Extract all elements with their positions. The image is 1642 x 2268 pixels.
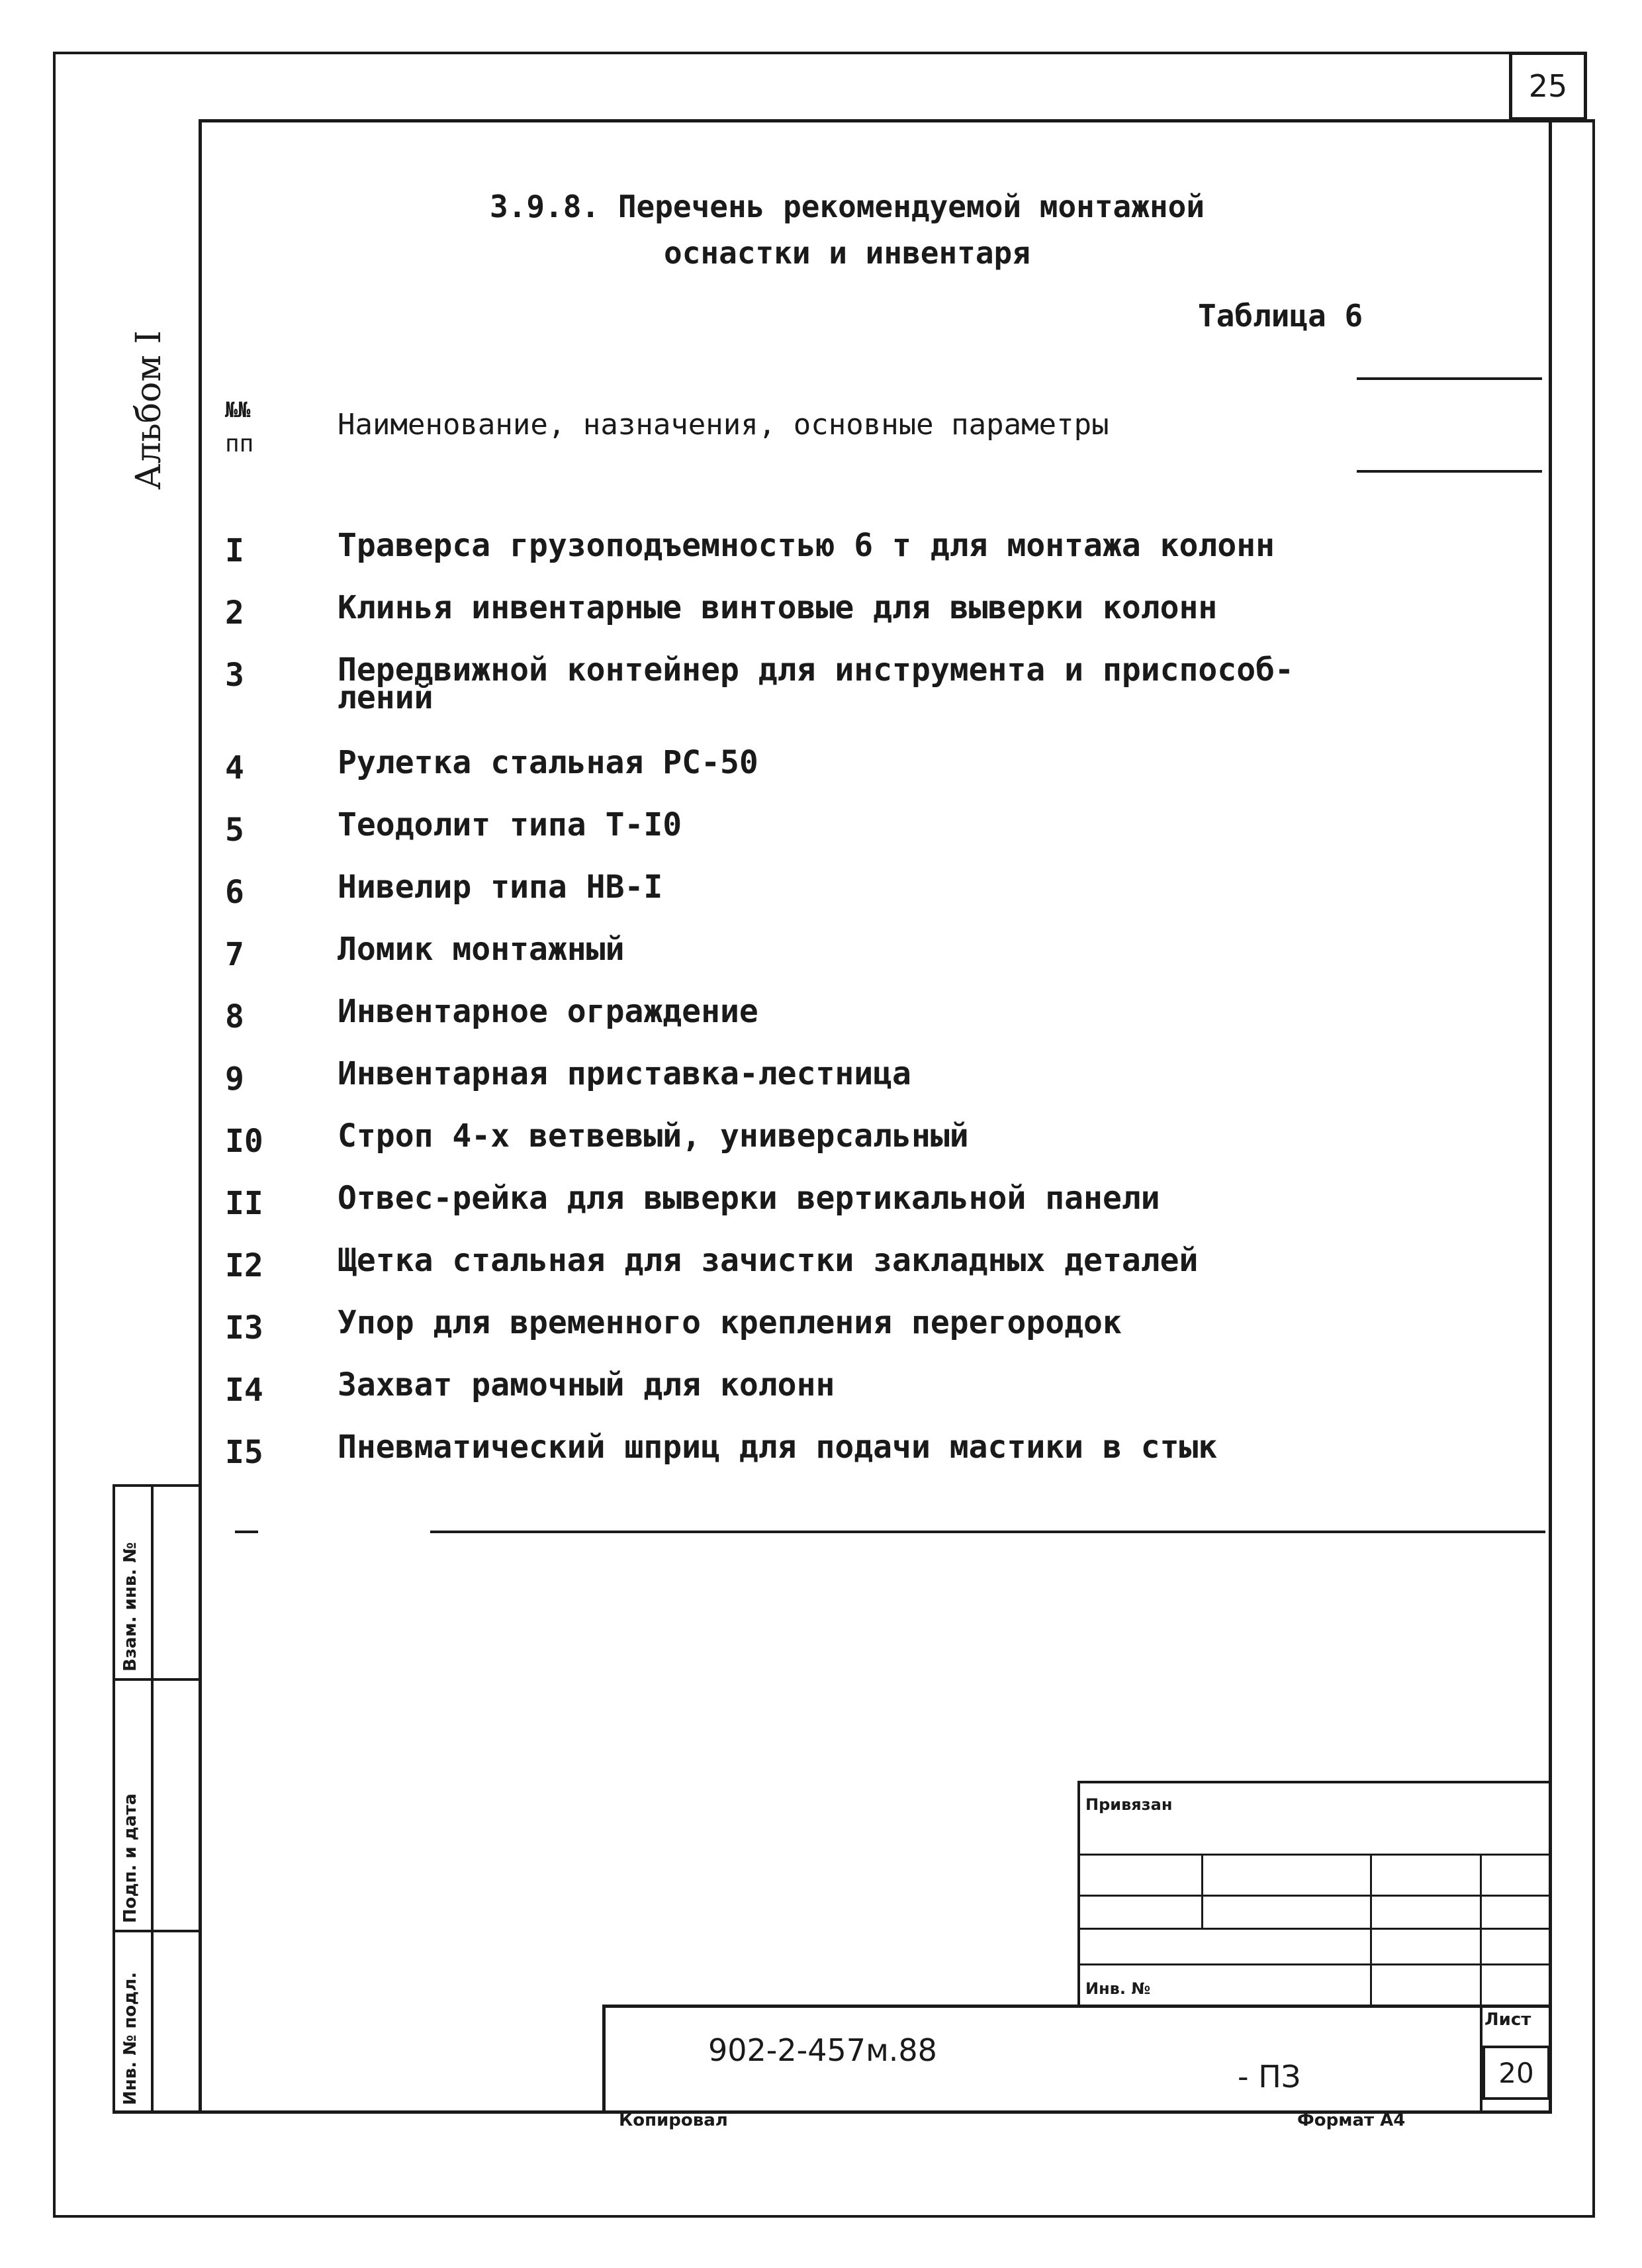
page-number: 25 [1509, 52, 1587, 120]
item-number: I0 [225, 1123, 263, 1160]
format-label: Формат А4 [1297, 2110, 1406, 2130]
inner-frame-left [199, 119, 202, 2113]
item-text: Строп 4-х ветвевый, универсальный [338, 1117, 969, 1155]
item-text: Инвентарное ограждение [338, 993, 758, 1030]
item-text-continuation: лений [338, 679, 433, 716]
outer-frame-left [53, 52, 56, 2216]
item-number: 8 [225, 998, 244, 1035]
item-text: Клинья инвентарные винтовые для выверки колонн [338, 589, 1218, 626]
item-number: 5 [225, 812, 244, 849]
tb-privyazan-left [1077, 1781, 1080, 2006]
side-stamp-divider-2 [113, 1930, 200, 1932]
sheet-number: 20 [1482, 2046, 1550, 2100]
tb-privyazan-top [1077, 1781, 1552, 1783]
item-text: Отвес-рейка для выверки вертикальной панели [338, 1180, 1160, 1217]
side-stamp-inner-left [151, 1484, 154, 2112]
outer-frame-top [53, 52, 1516, 54]
table-end-rule-left [235, 1531, 258, 1533]
item-number: 7 [225, 936, 244, 973]
item-number: I [225, 532, 244, 569]
table-label: Таблица 6 [1198, 298, 1363, 334]
tb-grid-col-1 [1201, 1854, 1203, 1929]
side-stamp-divider-1 [113, 1678, 200, 1681]
item-number: I5 [225, 1434, 263, 1471]
item-number: 9 [225, 1061, 244, 1098]
item-text: Захват рамочный для колонн [338, 1366, 835, 1403]
item-text: Щетка стальная для зачистки закладных деталей [338, 1242, 1199, 1279]
inv-podl-label: Инв. № подл. [120, 1971, 140, 2105]
item-text: Траверса грузоподъемностью 6 т для монтажа колонн [338, 527, 1275, 564]
document-mark: - ПЗ [1238, 2059, 1301, 2095]
inner-frame-right [1549, 122, 1552, 2113]
vzam-inv-label: Взам. инв. № [120, 1542, 140, 1672]
tb-grid-col-2 [1370, 1854, 1372, 2006]
header-num-col-line1: №№ [225, 397, 251, 422]
item-text: Рулетка стальная РС-50 [338, 744, 758, 781]
document-title-line2: оснастки и инвентаря [664, 235, 1030, 271]
item-text: Инвентарная приставка-лестница [338, 1055, 911, 1092]
table-header-bottom-rule [1357, 470, 1542, 473]
album-label: Альбом I [129, 330, 169, 490]
item-number: I2 [225, 1247, 263, 1284]
item-number: II [225, 1185, 263, 1222]
item-number: 4 [225, 749, 244, 786]
tb-main-left [602, 2005, 606, 2112]
document-code: 902-2-457м.88 [708, 2032, 937, 2068]
outer-frame-right [1592, 119, 1595, 2218]
side-stamp-top [113, 1484, 200, 1487]
item-number: 3 [225, 657, 244, 694]
header-num-col-line2: пп [225, 430, 254, 457]
inv-no-label: Инв. № [1085, 1979, 1151, 1998]
sheet-label: Лист [1484, 2010, 1531, 2030]
item-number: 6 [225, 874, 244, 911]
item-text: Пневматический шприц для подачи мастики в стык [338, 1429, 1218, 1466]
tb-grid-col-3 [1480, 1854, 1482, 2006]
table-header-top-rule [1357, 377, 1542, 380]
outer-frame-bottom [53, 2215, 1595, 2218]
header-name-col: Наименование, назначения, основные параметры [338, 408, 1109, 442]
document-title-line1: 3.9.8. Перечень рекомендуемой монтажной [489, 189, 1205, 224]
side-stamp-outer-left [113, 1484, 115, 2112]
item-number: I4 [225, 1372, 263, 1409]
item-text: Упор для временного крепления перегородок [338, 1304, 1122, 1341]
table-end-rule [430, 1531, 1545, 1533]
podp-data-label: Подп. и дата [120, 1793, 140, 1923]
item-text: Теодолит типа Т-I0 [338, 806, 682, 843]
item-number: I3 [225, 1309, 263, 1347]
inner-frame-top [199, 119, 1595, 122]
tb-main-top [602, 2005, 1552, 2008]
item-number: 2 [225, 594, 244, 632]
privyazan-label: Привязан [1085, 1795, 1173, 1814]
copied-label: Копировал [619, 2110, 728, 2130]
item-text: Передвижной контейнер для инструмента и приспособ- [338, 651, 1294, 688]
item-text: Ломик монтажный [338, 931, 625, 968]
item-text: Нивелир типа НВ-I [338, 869, 663, 906]
